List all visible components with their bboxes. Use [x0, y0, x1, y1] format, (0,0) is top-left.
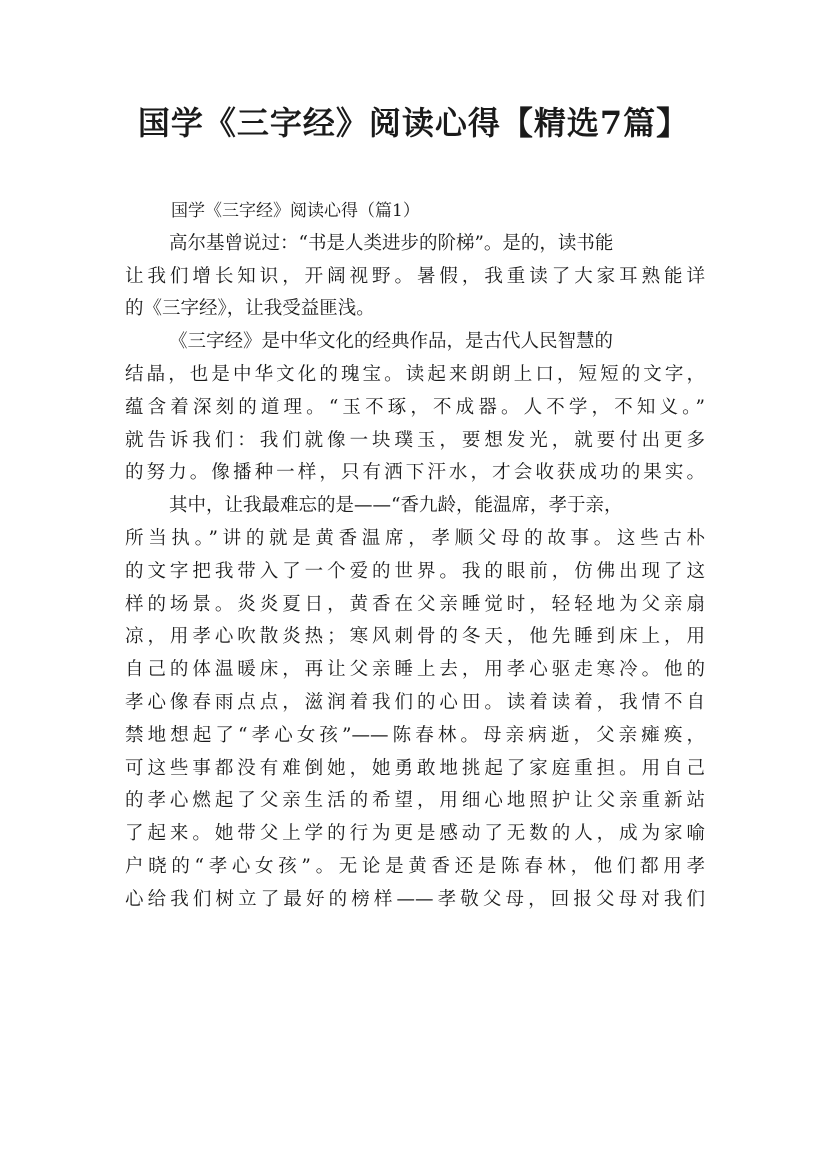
document-title: 国学《三字经》阅读心得【精选7篇】: [137, 104, 690, 142]
paragraph-line: 的努力。像播种一样，只有洒下汗水，才会收获成功的果实。: [125, 462, 705, 484]
paragraph-line: 孝心像春雨点点，滋润着我们的心田。读着读着，我情不自: [125, 691, 705, 713]
section-heading: 国学《三字经》阅读心得（篇1）: [171, 201, 420, 221]
paragraph-line: 蕴含着深刻的道理。“玉不琢，不成器。人不学，不知义。”: [125, 396, 705, 418]
paragraph-line: 所当执。”讲的就是黄香温席，孝顺父母的故事。这些古朴: [125, 527, 705, 549]
paragraph-line: 高尔基曾说过：“书是人类进步的阶梯”。是的，读书能: [169, 232, 614, 254]
paragraph-line: 自己的体温暖床，再让父亲睡上去，用孝心驱走寒冷。他的: [125, 659, 705, 681]
paragraph-line: 的文字把我带入了一个爱的世界。我的眼前，仿佛出现了这: [125, 560, 705, 582]
paragraph-line: 可这些事都没有难倒她，她勇敢地挑起了家庭重担。用自己: [125, 757, 705, 779]
paragraph-line: 《三字经》是中华文化的经典作品，是古代人民智慧的: [169, 331, 614, 353]
paragraph-line: 就告诉我们：我们就像一块璞玉，要想发光，就要付出更多: [125, 429, 705, 451]
document-body: [125, 195, 705, 917]
paragraph-line: 心给我们树立了最好的榜样——孝敬父母，回报父母对我们: [125, 888, 705, 910]
paragraph-line: 的孝心燃起了父亲生活的希望，用细心地照护让父亲重新站: [125, 790, 705, 812]
paragraph-line: 样的场景。炎炎夏日，黄香在父亲睡觉时，轻轻地为父亲扇: [125, 593, 705, 615]
paragraph-line: 让我们增长知识，开阔视野。暑假，我重读了大家耳熟能详: [125, 265, 705, 287]
paragraph-line: 的《三字经》，让我受益匪浅。: [125, 298, 375, 320]
paragraph-line: 户晓的“孝心女孩”。无论是黄香还是陈春林，他们都用孝: [125, 855, 705, 877]
paragraph-line: 其中，让我最难忘的是——“香九龄，能温席，孝于亲，: [169, 495, 623, 517]
paragraph-line: 了起来。她带父上学的行为更是感动了无数的人，成为家喻: [125, 823, 705, 845]
paragraph-line: 凉，用孝心吹散炎热；寒风刺骨的冬天，他先睡到床上，用: [125, 626, 705, 648]
paragraph-line: 禁地想起了“孝心女孩”——陈春林。母亲病逝，父亲瘫痪，: [125, 724, 705, 746]
paragraph-line: 结晶，也是中华文化的瑰宝。读起来朗朗上口，短短的文字，: [125, 363, 705, 385]
